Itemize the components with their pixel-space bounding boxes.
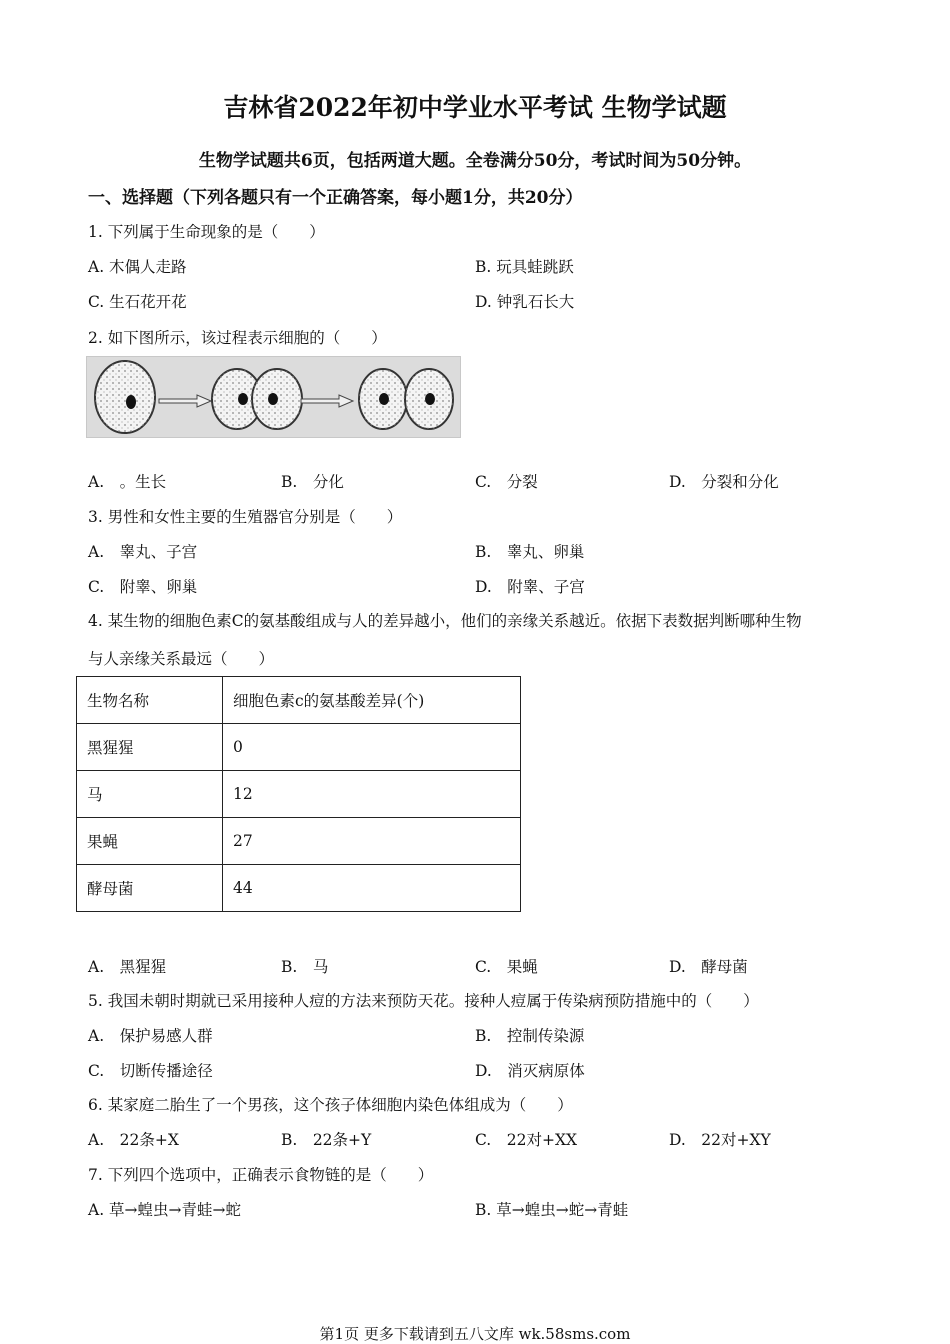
exam-instructions: 生物学试题共6页，包括两道大题。全卷满分50分，考试时间为50分钟。	[198, 151, 752, 171]
question-3-option-b: B. 睾丸、卵巢	[475, 543, 585, 561]
table-row	[77, 818, 521, 865]
question-4-stem-line2: 与人亲缘关系最远（ ）	[88, 650, 275, 668]
question-2-option-c: C. 分裂	[475, 473, 538, 491]
question-6-option-b: B. 22条+Y	[281, 1131, 372, 1149]
table-cell: 12	[223, 771, 521, 818]
question-5-option-a: A. 保护易感人群	[88, 1027, 213, 1045]
question-3-stem: 3. 男性和女性主要的生殖器官分别是（ ）	[88, 508, 403, 526]
question-5-option-c: C. 切断传播途径	[88, 1062, 213, 1080]
section-heading: 一、选择题（下列各题只有一个正确答案，每小题1分，共20分）	[88, 188, 583, 208]
question-4-option-a: A. 黑猩猩	[88, 958, 167, 976]
page-title: 吉林省2022年初中学业水平考试 生物学试题	[223, 93, 727, 122]
page-footer: 第1页 更多下载请到五八文库 wk.58sms.com	[319, 1325, 631, 1343]
question-3-option-d: D. 附睾、子宫	[475, 578, 585, 596]
question-2-stem: 2. 如下图所示，该过程表示细胞的（ ）	[88, 329, 387, 347]
table-row	[77, 771, 521, 818]
table-cell: 马	[77, 771, 223, 818]
table-cell: 果蝇	[77, 818, 223, 865]
question-2-option-b: B. 分化	[281, 473, 344, 491]
question-1-stem: 1. 下列属于生命现象的是（ ）	[88, 223, 325, 241]
table-cell: 27	[223, 818, 521, 865]
cytochrome-c-table	[76, 676, 521, 912]
question-1-option-a: A. 木偶人走路	[88, 258, 187, 276]
cell-division-figure	[86, 356, 461, 438]
question-1-option-c: C. 生石花开花	[88, 293, 187, 311]
question-3-option-c: C. 附睾、卵巢	[88, 578, 198, 596]
question-6-option-a: A. 22条+X	[88, 1131, 179, 1149]
question-4-option-b: B. 马	[281, 958, 329, 976]
question-5-option-b: B. 控制传染源	[475, 1027, 585, 1045]
question-2-option-d: D. 分裂和分化	[669, 473, 779, 491]
question-5-stem: 5. 我国未朝时期就已采用接种人痘的方法来预防天花。接种人痘属于传染病预防措施中的（ ）	[88, 992, 759, 1010]
table-header-cell: 细胞色素c的氨基酸差异(个)	[223, 677, 521, 724]
table-header-cell: 生物名称	[77, 677, 223, 724]
table-header-row	[77, 677, 521, 724]
question-6-stem: 6. 某家庭二胎生了一个男孩，这个孩子体细胞内染色体组成为（ ）	[88, 1096, 573, 1114]
question-3-option-a: A. 睾丸、子宫	[88, 543, 198, 561]
table-cell: 44	[223, 865, 521, 912]
table-row	[77, 724, 521, 771]
question-4-option-c: C. 果蝇	[475, 958, 538, 976]
question-2-option-a: A. 。生长	[88, 473, 167, 491]
table-cell: 0	[223, 724, 521, 771]
table-row	[77, 865, 521, 912]
question-6-option-c: C. 22对+XX	[475, 1131, 578, 1149]
question-5-option-d: D. 消灭病原体	[475, 1062, 585, 1080]
question-6-option-d: D. 22对+XY	[669, 1131, 771, 1149]
cell-division-illustration	[87, 357, 460, 437]
table-cell: 黑猩猩	[77, 724, 223, 771]
question-1-option-d: D. 钟乳石长大	[475, 293, 575, 311]
question-7-stem: 7. 下列四个选项中，正确表示食物链的是（ ）	[88, 1166, 434, 1184]
question-1-option-b: B. 玩具蛙跳跃	[475, 258, 574, 276]
question-4-stem-line1: 4. 某生物的细胞色素C的氨基酸组成与人的差异越小，他们的亲缘关系越近。依据下表数据判断哪种生物	[88, 612, 802, 630]
question-7-option-b: B. 草→蝗虫→蛇→青蛙	[475, 1201, 629, 1219]
question-7-option-a: A. 草→蝗虫→青蛙→蛇	[88, 1201, 242, 1219]
question-4-option-d: D. 酵母菌	[669, 958, 748, 976]
table-cell: 酵母菌	[77, 865, 223, 912]
